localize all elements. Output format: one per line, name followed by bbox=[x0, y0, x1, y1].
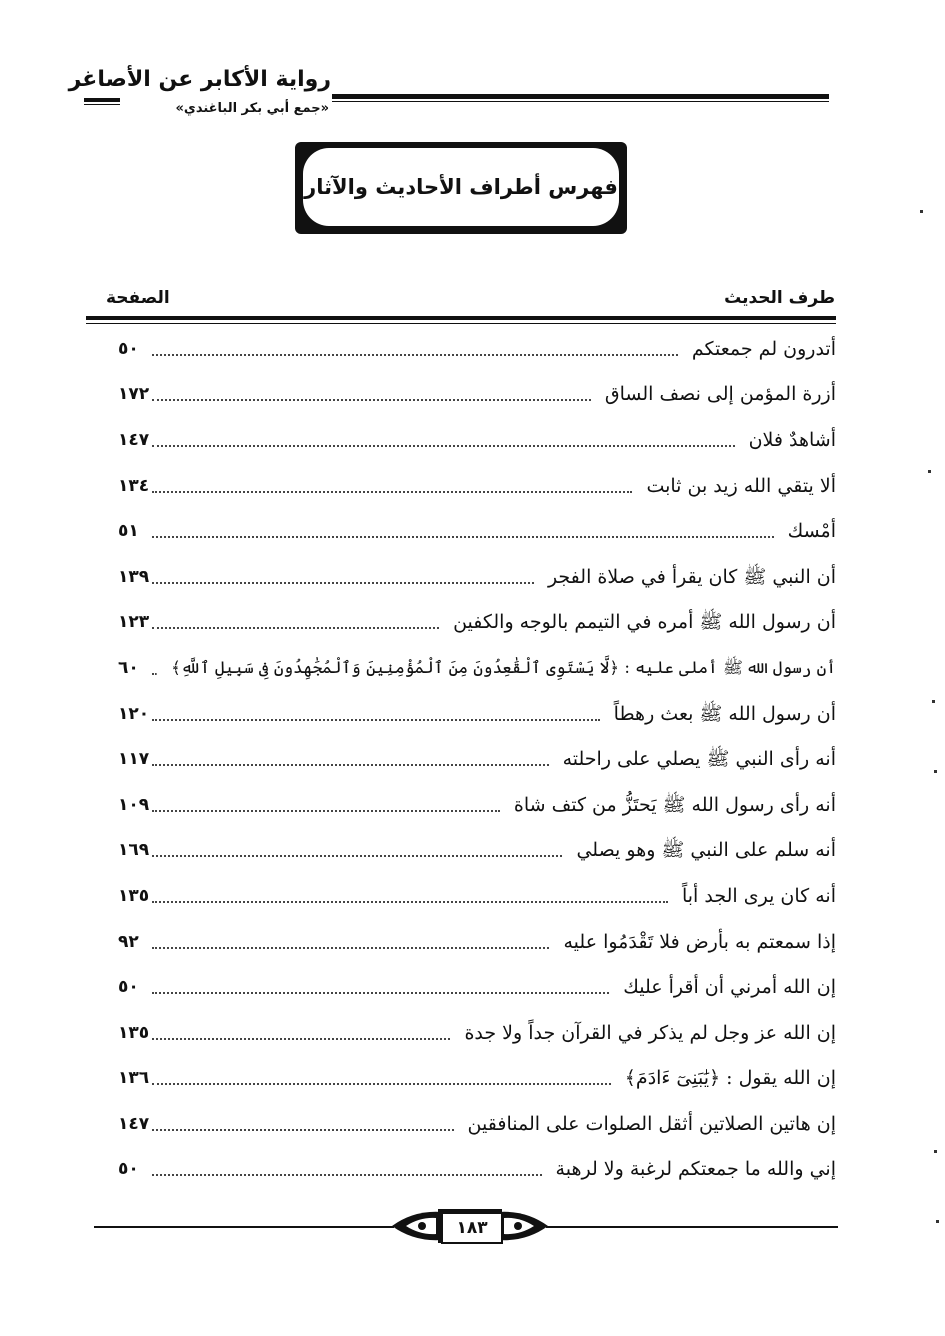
leader-dots bbox=[152, 855, 562, 857]
entry-page: ١٢٠ bbox=[118, 703, 150, 724]
column-heading-hadith: طرف الحديث bbox=[724, 288, 835, 308]
header-rule-thin bbox=[332, 101, 829, 102]
entry-text: أنه كان يرى الجد أباً bbox=[681, 884, 836, 907]
book-subtitle: «جمع أبي بكر الباغندي» bbox=[175, 101, 329, 116]
leader-dots bbox=[152, 399, 591, 401]
section-title: فهرس أطراف الأحاديث والآثار bbox=[304, 175, 618, 199]
leader-dots bbox=[152, 627, 439, 629]
index-entry bbox=[100, 1010, 836, 1056]
entry-text: أتدرون لم جمعتكم bbox=[691, 337, 836, 360]
index-entry bbox=[100, 645, 836, 691]
entry-text: أنه سلم على النبي ﷺ وهو يصلي bbox=[576, 839, 836, 862]
scan-speck bbox=[928, 470, 931, 473]
entry-text: إن هاتين الصلاتين أثقل الصلوات على المنافقين bbox=[467, 1112, 836, 1135]
entry-page: ١٢٣ bbox=[118, 612, 150, 633]
scan-speck bbox=[932, 700, 935, 703]
entry-page: ١٠٩ bbox=[118, 794, 150, 815]
header-rule-short bbox=[84, 98, 120, 102]
leader-dots bbox=[152, 947, 549, 949]
leader-dots bbox=[152, 992, 609, 994]
index-entry bbox=[100, 600, 836, 646]
leader-dots bbox=[152, 582, 534, 584]
entry-page: ٥٠ bbox=[118, 338, 139, 359]
section-title-inner bbox=[303, 148, 619, 226]
entry-page: ١٣٦ bbox=[118, 1068, 150, 1089]
entry-text: إن الله أمرني أن أقرأ عليك bbox=[623, 976, 836, 999]
index-entry bbox=[100, 736, 836, 782]
footer-rule-right bbox=[546, 1226, 838, 1228]
entry-text: أمْسك bbox=[787, 520, 836, 543]
footer-rule-left bbox=[94, 1226, 394, 1228]
entry-text: أنه رأى رسول الله ﷺ يَحتَزُّ من كتف شاة bbox=[513, 793, 836, 816]
section-title-frame bbox=[295, 142, 627, 234]
page-number: ١٨٣ bbox=[441, 1212, 503, 1244]
scan-speck bbox=[934, 1150, 937, 1153]
leader-dots bbox=[152, 1174, 542, 1176]
leader-dots bbox=[152, 1083, 611, 1085]
entry-page: ٥١ bbox=[118, 521, 139, 542]
header-rule-short-thin bbox=[84, 104, 120, 105]
leader-dots bbox=[152, 491, 632, 493]
index-entry bbox=[100, 508, 836, 554]
leader-dots bbox=[152, 764, 549, 766]
index-entry bbox=[100, 326, 836, 372]
table-header-rule-thin bbox=[86, 323, 836, 324]
index-entry bbox=[100, 417, 836, 463]
index-entry bbox=[100, 554, 836, 600]
entry-text: إن الله يقول : ﴿يَٰبَنِىٓ ءَادَمَ﴾ bbox=[624, 1067, 836, 1090]
index-entry bbox=[100, 463, 836, 509]
entry-page: ١٣٥ bbox=[118, 885, 150, 906]
entry-text: أن رسول الله ﷺ أمره في التيمم بالوجه والكفين bbox=[453, 611, 836, 634]
entry-page: ١٣٥ bbox=[118, 1022, 150, 1043]
index-entry bbox=[100, 1101, 836, 1147]
entry-text: إن الله عز وجل لم يذكر في القرآن جداً ولا جدة bbox=[464, 1021, 836, 1044]
table-header-rule bbox=[86, 316, 836, 320]
leader-dots bbox=[152, 445, 735, 447]
leader-dots bbox=[152, 354, 678, 356]
entry-text: ألا يتقي الله زيد بن ثابت bbox=[646, 474, 836, 497]
entry-page: ١١٧ bbox=[118, 749, 150, 770]
leader-dots bbox=[152, 901, 668, 903]
book-title: رواية الأكابر عن الأصاغر bbox=[68, 67, 331, 92]
index-entry bbox=[100, 873, 836, 919]
leader-dots bbox=[152, 810, 500, 812]
entry-text: أنه رأى النبي ﷺ يصلي على راحلته bbox=[562, 748, 836, 771]
index-entry bbox=[100, 919, 836, 965]
column-heading-page: الصفحة bbox=[106, 288, 170, 308]
entry-page: ١٦٩ bbox=[118, 840, 150, 861]
entry-text: إني والله ما جمعتكم لرغبة ولا لرهبة bbox=[555, 1158, 836, 1181]
entry-text: أن رسول الله ﷺ أملى عليه : ﴿لَّا يَسْتَوِى ٱلْقَٰعِدُونَ مِنَ ٱلْمُؤْمِنِينَ وَٱلْمُجَٰهِدُونَ فِى سَبِيلِ ٱللَّهِ﴾ bbox=[171, 657, 836, 677]
entry-text: أزرة المؤمن إلى نصف الساق bbox=[604, 383, 836, 406]
index-entry bbox=[100, 1147, 836, 1193]
leader-dots bbox=[152, 1129, 454, 1131]
entry-page: ١٧٢ bbox=[118, 384, 150, 405]
index-entry bbox=[100, 782, 836, 828]
index-entry bbox=[100, 1056, 836, 1102]
index-entry bbox=[100, 828, 836, 874]
entry-page: ١٤٧ bbox=[118, 1113, 150, 1134]
entry-text: إذا سمعتم به بأرض فلا تَقْدَمُوا عليه bbox=[563, 930, 836, 953]
scan-speck bbox=[934, 770, 937, 773]
entry-page: ٥٠ bbox=[118, 1159, 139, 1180]
entry-page: ٦٠ bbox=[118, 657, 139, 678]
leader-dots bbox=[152, 719, 600, 721]
entry-text: أن رسول الله ﷺ بعث رهطاً bbox=[613, 702, 836, 725]
index-entry bbox=[100, 372, 836, 418]
scan-speck bbox=[936, 1220, 939, 1223]
leader-dots bbox=[152, 1038, 450, 1040]
index-entry bbox=[100, 691, 836, 737]
scan-speck bbox=[920, 210, 923, 213]
entry-page: ١٤٧ bbox=[118, 429, 150, 450]
entry-page: ٥٠ bbox=[118, 977, 139, 998]
leader-dots bbox=[152, 536, 774, 538]
entry-text: أن النبي ﷺ كان يقرأ في صلاة الفجر bbox=[547, 565, 836, 588]
header-rule bbox=[332, 94, 829, 99]
entry-page: ٩٢ bbox=[118, 931, 139, 952]
entry-page: ١٣٩ bbox=[118, 566, 150, 587]
index-entry bbox=[100, 964, 836, 1010]
entry-text: أشاهدٌ فلان bbox=[748, 428, 836, 451]
entry-page: ١٣٤ bbox=[118, 475, 150, 496]
index-entries bbox=[100, 326, 836, 1192]
